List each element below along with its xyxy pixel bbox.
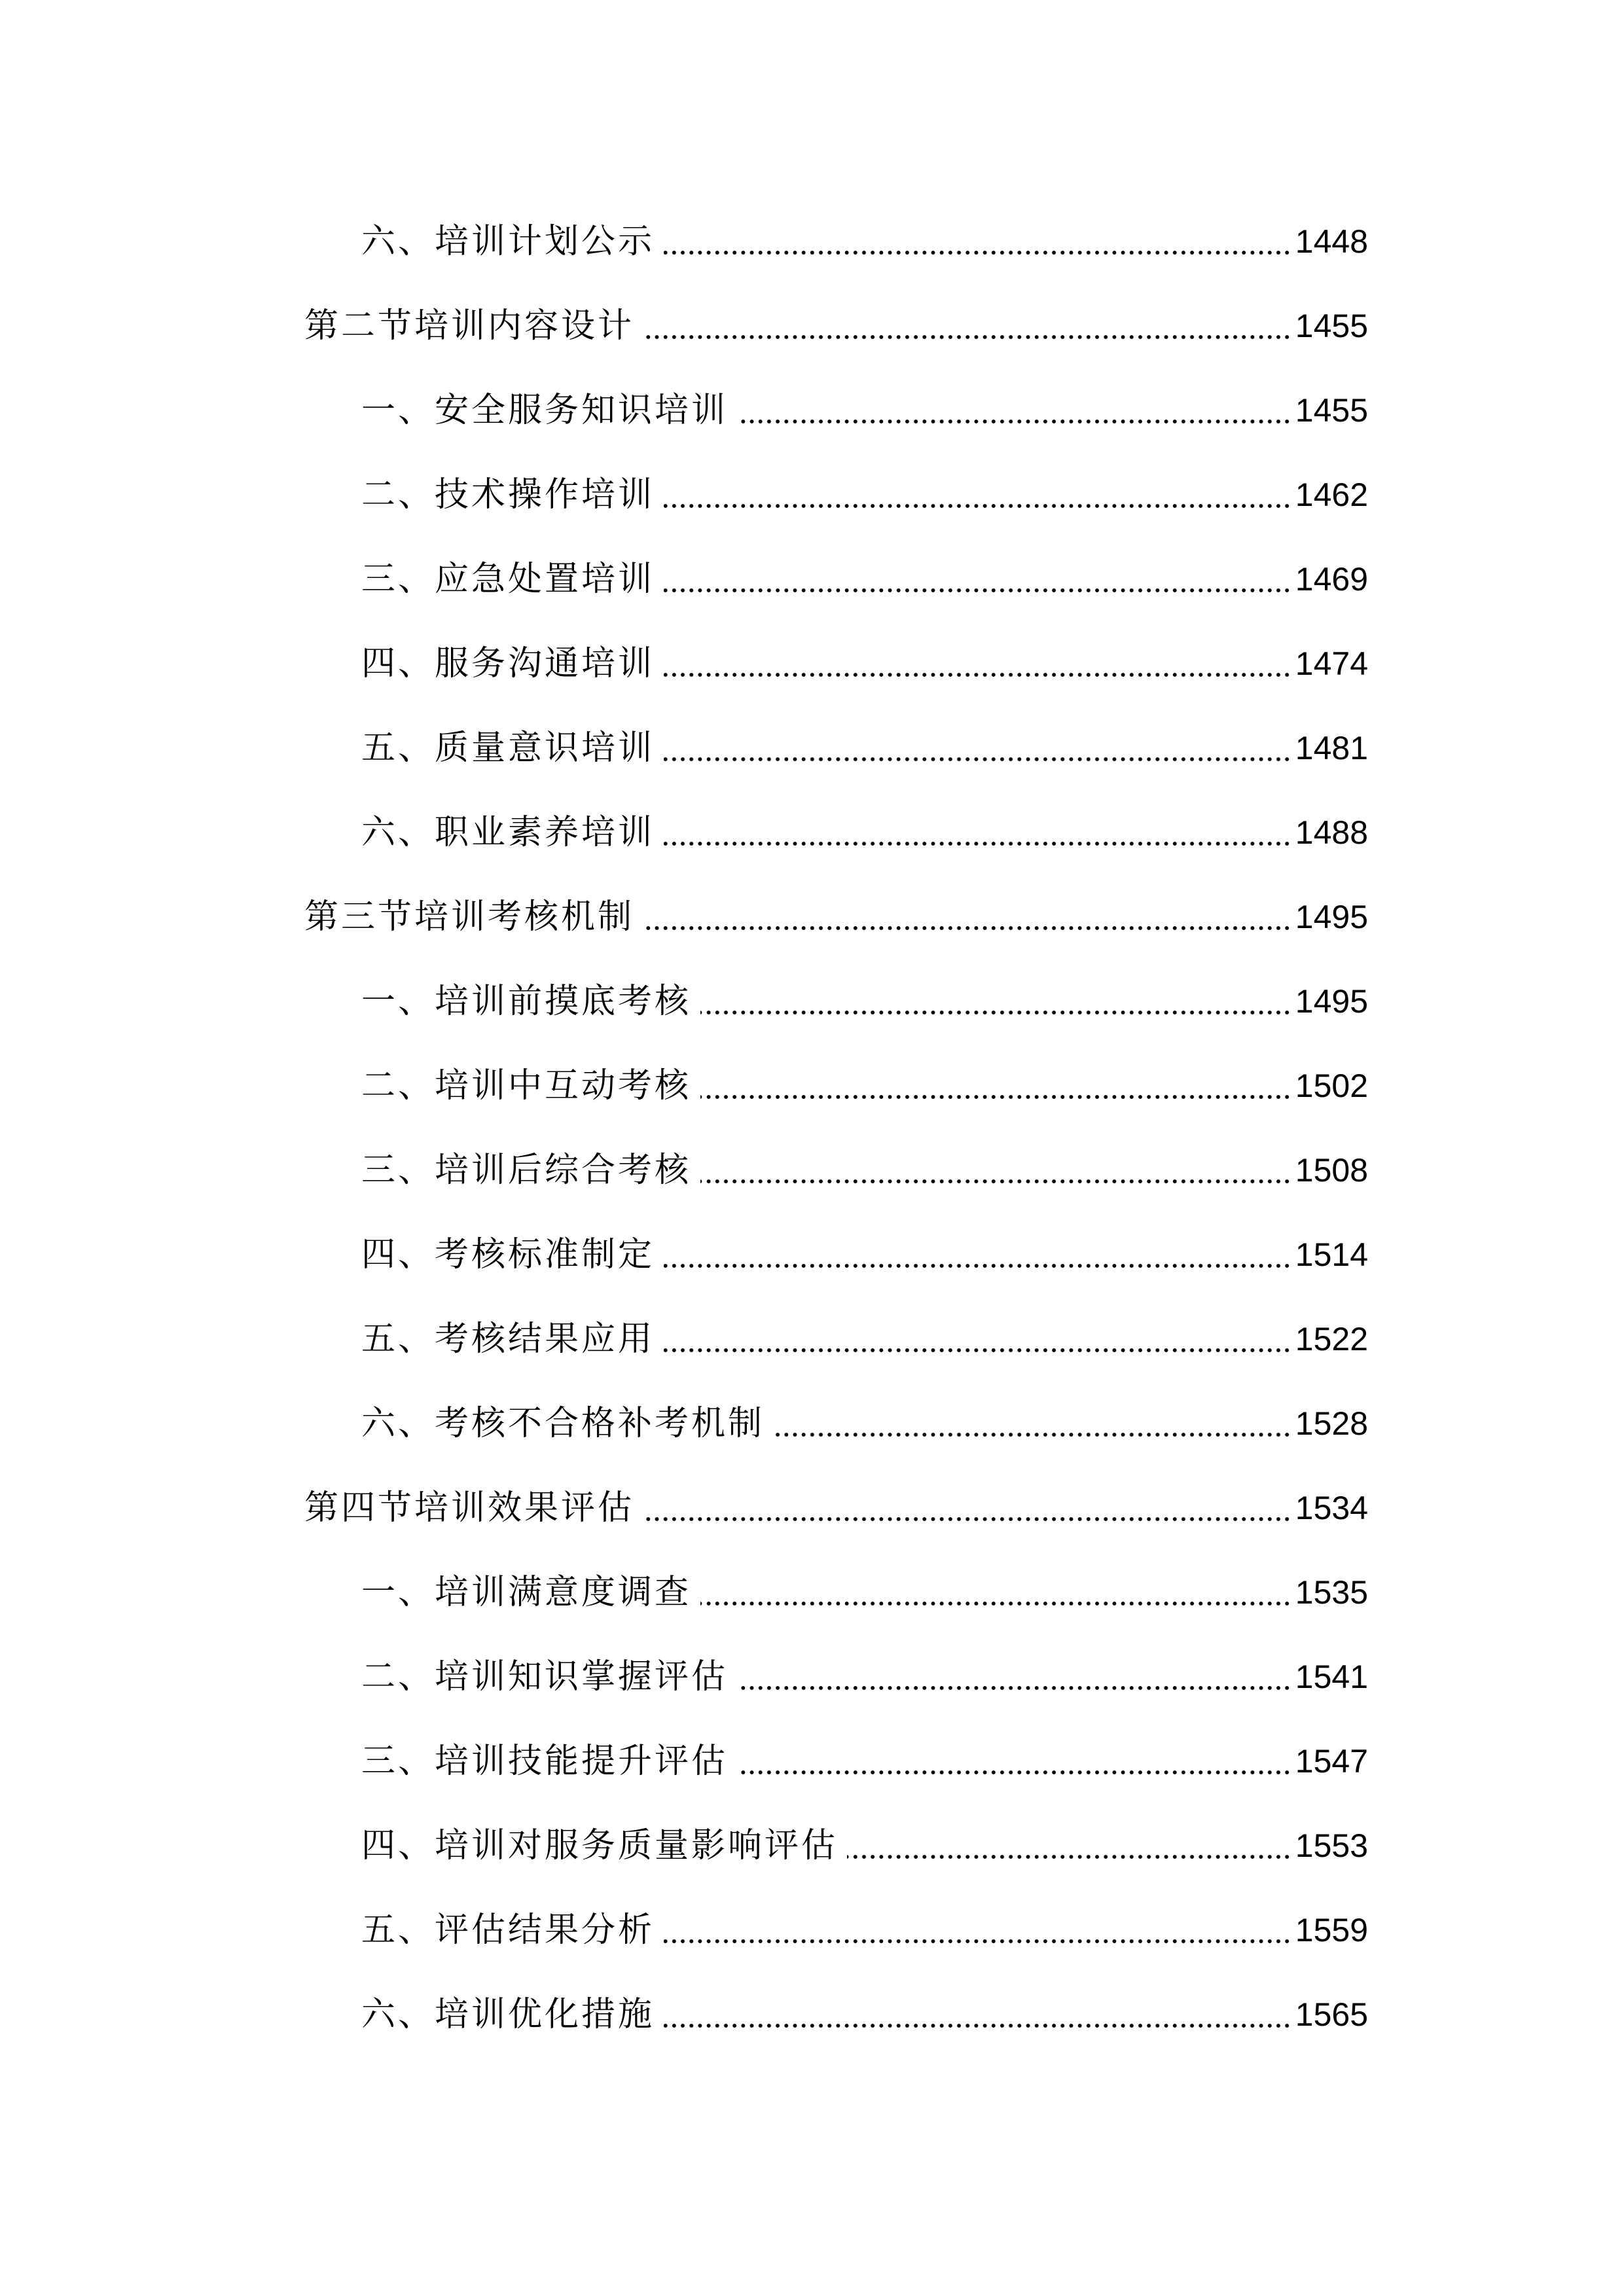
toc-entry-page: 1455 <box>1295 308 1368 344</box>
toc-entry[interactable] <box>361 1056 1368 1108</box>
toc-entry-title: 五、考核结果应用 <box>361 1319 655 1359</box>
dot-leader <box>737 418 1291 425</box>
dot-leader <box>664 2022 1291 2029</box>
toc-entry-title: 三、培训后综合考核 <box>361 1151 692 1190</box>
dot-leader <box>643 925 1291 931</box>
toc-entry-page: 1495 <box>1295 983 1368 1020</box>
dot-leader <box>700 1600 1291 1607</box>
toc-entry[interactable] <box>361 1309 1368 1361</box>
toc-entry-page: 1514 <box>1295 1236 1368 1273</box>
toc-entry-page: 1565 <box>1295 1996 1368 2033</box>
toc-entry-title: 六、培训计划公示 <box>361 222 655 261</box>
toc-entry-title: 二、培训知识掌握评估 <box>361 1657 729 1696</box>
toc-entry-title: 四、培训对服务质量影响评估 <box>361 1826 839 1865</box>
toc-entry[interactable] <box>304 1478 1368 1530</box>
toc-entry[interactable] <box>361 1647 1368 1699</box>
dot-leader <box>847 1854 1291 1860</box>
toc-entry-title: 五、评估结果分析 <box>361 1910 655 1950</box>
toc-entry-title: 六、职业素养培训 <box>361 813 655 852</box>
toc-entry[interactable] <box>361 634 1368 686</box>
dot-leader <box>664 1347 1291 1354</box>
dot-leader <box>643 1516 1291 1522</box>
toc-entry[interactable] <box>361 1393 1368 1446</box>
dot-leader <box>643 334 1291 340</box>
toc-entry-title: 四、服务沟通培训 <box>361 644 655 683</box>
toc-entry-page: 1522 <box>1295 1321 1368 1357</box>
toc-entry[interactable] <box>361 211 1368 264</box>
toc-entry-title: 第二节培训内容设计 <box>304 306 635 346</box>
toc-entry-title: 三、培训技能提升评估 <box>361 1742 729 1781</box>
toc-entry[interactable] <box>361 1816 1368 1868</box>
toc-entry-page: 1495 <box>1295 899 1368 935</box>
toc-entry[interactable] <box>361 380 1368 433</box>
toc-entry-page: 1488 <box>1295 814 1368 851</box>
toc-entry[interactable] <box>361 718 1368 770</box>
dot-leader <box>664 672 1291 678</box>
toc-entry-title: 二、技术操作培训 <box>361 475 655 514</box>
toc-entry[interactable] <box>304 296 1368 348</box>
toc-entry-title: 二、培训中互动考核 <box>361 1066 692 1105</box>
dot-leader <box>664 1938 1291 1945</box>
toc-entry[interactable] <box>361 1140 1368 1193</box>
toc-entry[interactable] <box>361 971 1368 1024</box>
toc-entry[interactable] <box>304 887 1368 939</box>
toc-entry-title: 四、考核标准制定 <box>361 1235 655 1274</box>
toc-entry-page: 1541 <box>1295 1659 1368 1695</box>
dot-leader <box>737 1769 1291 1776</box>
toc-entry[interactable] <box>361 1900 1368 1952</box>
toc-entry-title: 三、应急处置培训 <box>361 560 655 599</box>
dot-leader <box>664 840 1291 847</box>
toc-entry-title: 六、考核不合格补考机制 <box>361 1404 765 1443</box>
dot-leader <box>700 1009 1291 1016</box>
toc-entry-page: 1448 <box>1295 223 1368 260</box>
toc-entry-title: 六、培训优化措施 <box>361 1995 655 2034</box>
toc-entry-page: 1547 <box>1295 1743 1368 1780</box>
dot-leader <box>664 503 1291 509</box>
toc-entry-title: 一、培训满意度调查 <box>361 1573 692 1612</box>
dot-leader <box>700 1094 1291 1100</box>
toc-entry[interactable] <box>361 549 1368 601</box>
toc-entry-page: 1502 <box>1295 1067 1368 1104</box>
toc-entry-page: 1559 <box>1295 1912 1368 1948</box>
dot-leader <box>700 1178 1291 1185</box>
dot-leader <box>664 1263 1291 1269</box>
toc-entry-page: 1469 <box>1295 561 1368 598</box>
toc-entry-page: 1534 <box>1295 1490 1368 1526</box>
dot-leader <box>774 1431 1291 1438</box>
toc-entry-title: 五、质量意识培训 <box>361 728 655 768</box>
toc-entry-page: 1535 <box>1295 1574 1368 1611</box>
toc-entry-page: 1455 <box>1295 392 1368 429</box>
toc-entry-page: 1474 <box>1295 645 1368 682</box>
dot-leader <box>664 756 1291 762</box>
toc-entry-title: 第四节培训效果评估 <box>304 1488 635 1528</box>
toc-entry-page: 1481 <box>1295 730 1368 766</box>
dot-leader <box>737 1685 1291 1691</box>
toc-entry[interactable] <box>361 465 1368 517</box>
toc-entry-title: 一、培训前摸底考核 <box>361 982 692 1021</box>
toc-entry[interactable] <box>361 1731 1368 1784</box>
toc-entry[interactable] <box>361 1225 1368 1277</box>
dot-leader <box>664 587 1291 594</box>
toc-entry[interactable] <box>361 1562 1368 1615</box>
toc-entry-page: 1553 <box>1295 1827 1368 1864</box>
toc-entry-title: 一、安全服务知识培训 <box>361 391 729 430</box>
toc-entry[interactable] <box>361 1984 1368 2037</box>
toc-entry-page: 1528 <box>1295 1405 1368 1442</box>
dot-leader <box>664 249 1291 256</box>
toc-entry-page: 1508 <box>1295 1152 1368 1189</box>
toc-entry-title: 第三节培训考核机制 <box>304 897 635 937</box>
toc-entry[interactable] <box>361 802 1368 855</box>
toc-entry-page: 1462 <box>1295 476 1368 513</box>
